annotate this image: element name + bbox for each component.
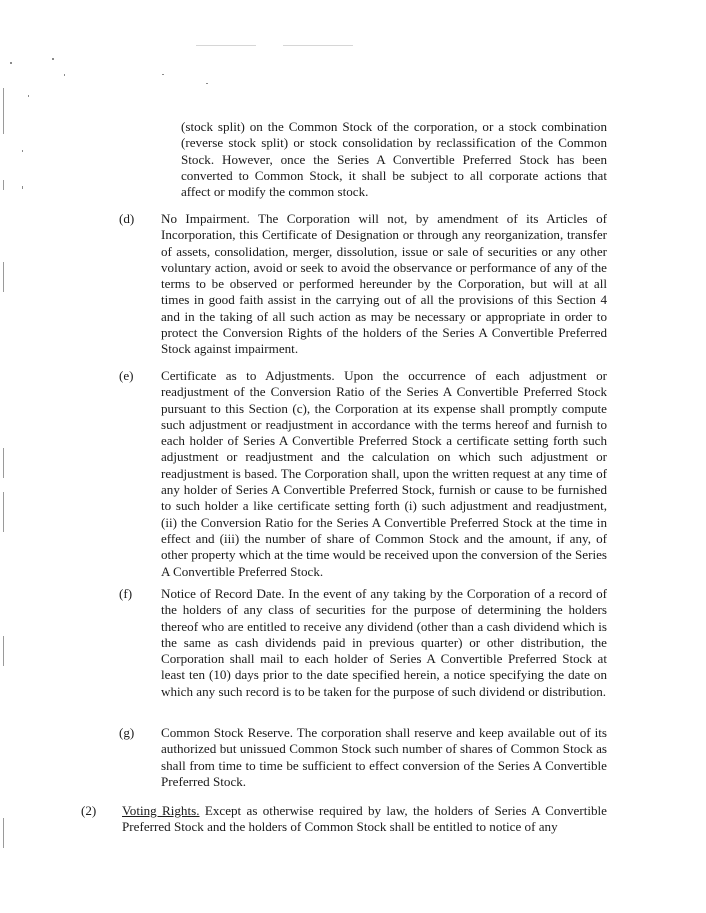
section-paragraph-e: Certificate as to Adjustments. Upon the occurrence of each adjustment or readjustment of the Conversion Ratio of the Series A Convertible Preferred Stock pursuant to this Section (c), the Corporation at its expense shall promptly compute such adjustment or readjustment in accordance with the terms hereof and furnish to each holder of Series A Convertible Preferred Stock a certificate setting forth such adjustment or readjustment and the calculation on which such adjustment or readjustment is based. The Corporation shall, upon the written request at any time of any holder of Series A Convertible Preferred Stock, furnish or cause to be furnished to such holder a like certificate setting forth (i) such adjustment and readjustment, (ii) the Conversion Ratio for the Series A Convertible Preferred Stock at the time in effect and (iii) the number of share of Common Stock and the amount, if any, of other property which at the time would be received upon the conversion of the Series A Convertible Preferred Stock. — [161, 368, 607, 579]
scan-smudge — [283, 45, 353, 46]
scan-speck — [28, 95, 29, 97]
section-paragraph-f: Notice of Record Date. In the event of any taking by the Corporation of a record of the holders of any class of securities for the purpose of determining the holders thereof who are entitled to receive any dividend (other than a cash dividend which is the same as cash dividends paid in previous quarter) or other distribution, the Corporation shall mail to each holder of Series A Convertible Preferred Stock at least ten (10) days prior to the date specified herein, a notice specifying the date on which any such record is to be taken for the purpose of such dividend or distribution. — [161, 586, 607, 699]
voting-rights-paragraph — [122, 803, 607, 836]
continuation-paragraph: (stock split) on the Common Stock of the corporation, or a stock combination (reverse stock split) or stock consolidation by reclassification of the Common Stock. However, once the Series A Convertible Preferred Stock has been converted to Common Stock, it shall be subject to all corporate actions that affect or modify the common stock. — [181, 119, 607, 200]
scan-edge-line — [3, 262, 4, 292]
section-paragraph-d: No Impairment. The Corporation will not, by amendment of its Articles of Incorporation, this Certificate of Designation or through any reorganization, transfer of assets, consolidation, merger, dissolution, issue or sale of securities or any other voluntary action, avoid or seek to avoid the observance or performance of any of the terms to be observed or performed hereunder by the Corporation, but will at all times in good faith assist in the carrying out of all the provisions of this Section 4 and in the taking of all such action as may be necessary or appropriate in order to protect the Conversion Rights of the holders of the Series A Convertible Preferred Stock against impairment. — [161, 211, 607, 357]
scan-speck — [22, 150, 23, 152]
section-label-g: (g) — [119, 725, 135, 740]
voting-rights-heading: Voting Rights. — [122, 803, 200, 818]
section-label-d: (d) — [119, 211, 135, 226]
scan-speck — [206, 83, 208, 84]
scan-edge-line — [3, 180, 4, 190]
scan-edge-line — [3, 492, 4, 532]
voting-rights-text: Except as otherwise required by law, the holders of Series A Convertible Preferred Stock and the holders of Common Stock shall be entitled to notice of any — [122, 803, 607, 835]
section-label-e: (e) — [119, 368, 134, 383]
scan-edge-line — [3, 636, 4, 666]
section-paragraph-g: Common Stock Reserve. The corporation shall reserve and keep available out of its authorized but unissued Common Stock such number of shares of Common Stock as shall from time to time be sufficient to effect conversion of the Series A Convertible Preferred Stock. — [161, 725, 607, 789]
scan-speck — [22, 186, 23, 189]
scan-edge-line — [3, 818, 4, 848]
scan-speck — [10, 62, 12, 64]
scan-speck — [64, 74, 65, 76]
section-label-voting: (2) — [81, 803, 97, 818]
scan-speck — [162, 74, 164, 75]
scan-edge-line — [3, 88, 4, 134]
scan-speck — [52, 58, 54, 60]
scan-smudge — [196, 45, 256, 46]
scan-edge-line — [3, 448, 4, 478]
section-label-f: (f) — [119, 586, 133, 601]
